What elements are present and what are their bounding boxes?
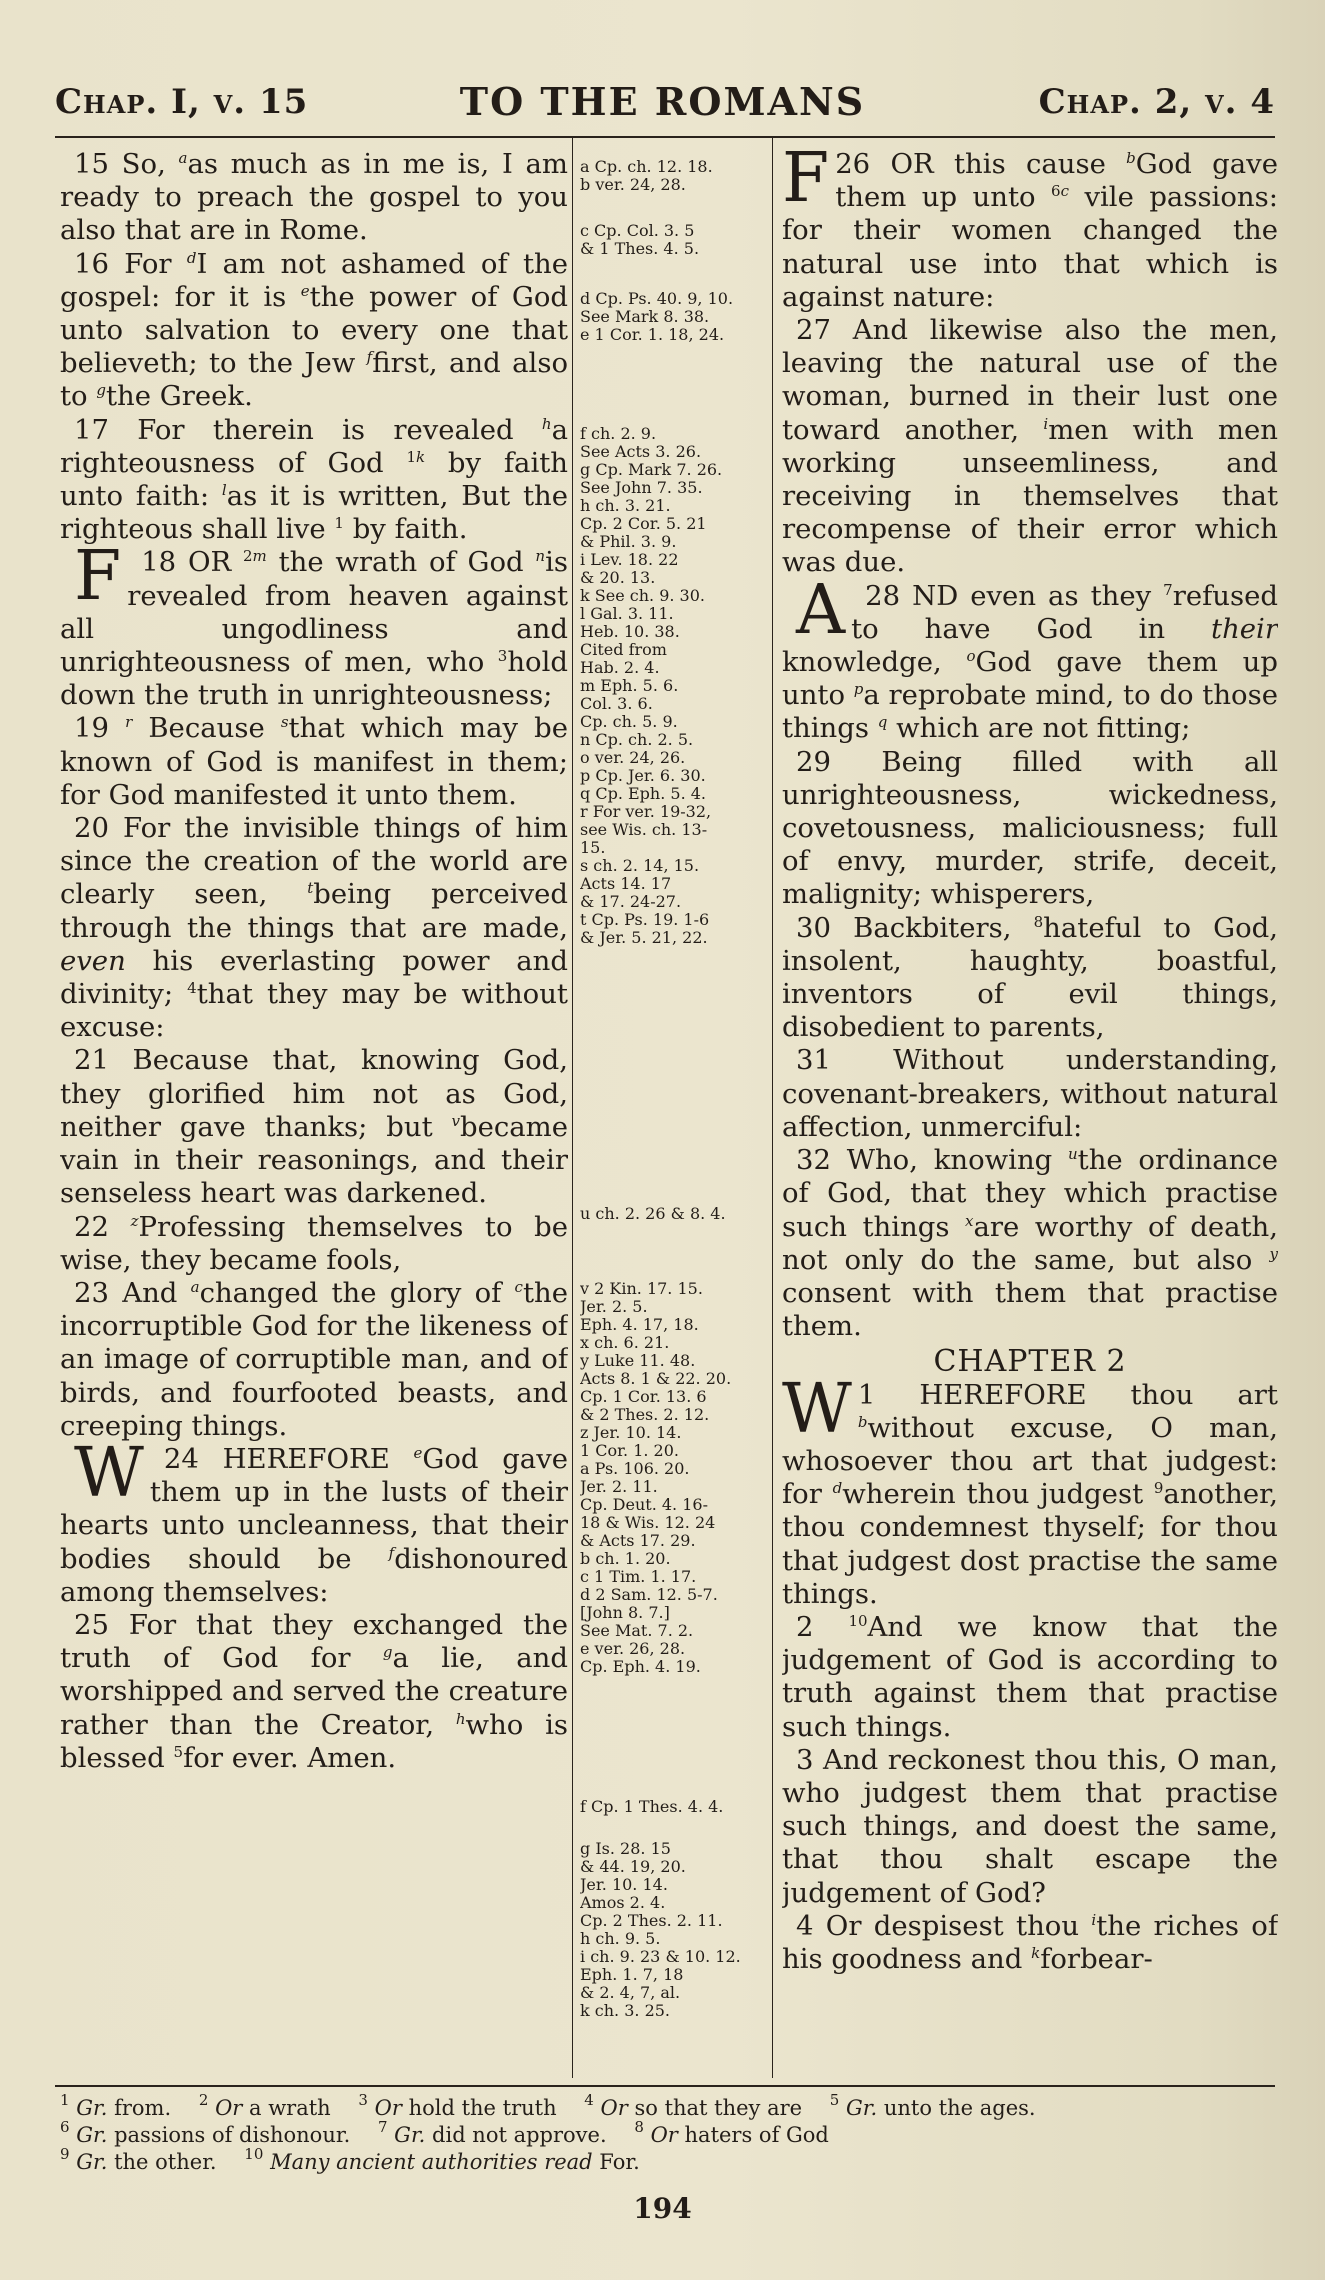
footnote: $^5$ Gr. unto the ages. <box>829 2091 1036 2120</box>
footnote: $^{10}$ Many ancient authorities read For. <box>244 2145 640 2174</box>
verse-1-18: 18 F OR $^{2m}$ the wrath of God $^n$is revealed from heaven against all ungodliness and unrighteousness of men, who $^3$hold down the truth in unrighteousness; <box>60 537 568 712</box>
verse-1-16: 16 For $^d$I am not ashamed of the gospel: for it is $^e$the power of God unto salvation to every one that believeth; to the Jew $^f$first, and also to $^g$the Greek. <box>60 247 568 413</box>
running-head-right: Chap. 2, v. 4 <box>1038 82 1275 122</box>
verse-1-24: 24 W HEREFORE $^e$God gave them up in the lusts of their hearts unto uncleanness, that their bodies should be $^f$dishonoured among themselves: <box>60 1433 568 1608</box>
column-rule-right <box>772 138 773 2078</box>
footnote: $^2$ Or a wrath <box>198 2091 331 2120</box>
footnote: $^9$ Gr. the other. <box>60 2145 217 2174</box>
running-head-title: TO THE ROMANS <box>459 79 866 124</box>
verse-2-3: 3 And reckonest thou this, O man, who judgest them that practise such things, and doest the same, that thou shalt escape the judgement of God? <box>782 1743 1278 1909</box>
ref-group: u ch. 2. 26 & 8. 4. <box>580 1204 726 1223</box>
ref-group: d Cp. Ps. 40. 9, 10. See Mark 8. 38. e 1 Cor. 1. 18, 24. <box>580 289 734 344</box>
ref-group: v 2 Kin. 17. 15. Jer. 2. 5. Eph. 4. 17, 18. x ch. 6. 21. y Luke 11. 48. Acts 8. 1 & 22. 20. Cp. 1 Cor. 13. 6 & 2 Thes. 2. 12. z Jer. 10. 14. 1 Cor. 1. 20. a Ps. 106. 20. Jer. 2. 11. Cp. Deut. 4. 16- 18 & Wis. 12. 24 & Acts 17. 29. b ch. 1. 20. c 1 Tim. 1. 17. d 2 Sam. 12. 5-7. [John 8. 7.] See Mat. 7. 2. e ver. 26, 28. Cp. Eph. 4. 19. <box>580 1279 732 1676</box>
verse-1-19: 19 $^r$ Because $^s$that which may be known of God is manifest in them; for God manifested it unto them. <box>60 712 568 811</box>
marginal-references <box>580 150 770 2080</box>
drop-cap: W <box>74 1433 144 1513</box>
ref-group: f ch. 2. 9. See Acts 3. 26. g Cp. Mark 7. 26. See John 7. 35. h ch. 3. 21. Cp. 2 Cor. 5. 21 & Phil. 3. 9. i Lev. 18. 22 & 20. 13. k See ch. 9. 30. l Gal. 3. 11. Heb. 10. 38. Cited from Hab. 2. 4. m Eph. 5. 6. Col. 3. 6. Cp. ch. 5. 9. n Cp. ch. 2. 5. o ver. 24, 26. p Cp. Jer. 6. 30. q Cp. Eph. 5. 4. r For ver. 19-32, see Wis. ch. 13- 15. s ch. 2. 14, 15. Acts 14. 17 & 17. 24-27. t Cp. Ps. 19. 1-6 & Jer. 5. 21, 22. <box>580 424 723 947</box>
drop-cap: A <box>796 570 846 650</box>
verse-2-4: 4 Or despisest thou $^i$the riches of his goodness and $^k$forbear- <box>782 1909 1278 1975</box>
verse-1-28: 28 A ND even as they $^7$refused to have God in their knowledge, $^o$God gave them up unto $^p$a reprobate mind, to do those things $^q$ which are not fitting; <box>782 570 1278 745</box>
chapter-heading: CHAPTER 2 <box>933 1344 1127 1380</box>
verse-1-15: 15 So, $^a$as much as in me is, I am ready to preach the gospel to you also that are in Rome. <box>60 148 568 247</box>
footnote-rule <box>55 2085 1275 2087</box>
ref-group: f Cp. 1 Thes. 4. 4. <box>580 1797 724 1816</box>
verse-1-25: 25 For that they exchanged the truth of God for $^g$a lie, and worshipped and served the creature rather than the Creator, $^h$who is blessed $^5$for ever. Amen. <box>60 1608 568 1774</box>
verse-1-26: 26 F OR this cause $^b$God gave them up unto $^{6c}$ vile passions: for their women changed the natural use into that which is against nature: <box>782 148 1278 313</box>
footnote: $^8$ Or haters of God <box>634 2118 829 2147</box>
left-text-column <box>60 148 568 2078</box>
ref-group: c Cp. Col. 3. 5 & 1 Thes. 4. 5. <box>580 221 700 258</box>
footnote: $^7$ Gr. did not approve. <box>377 2118 607 2147</box>
drop-cap: F <box>782 148 830 218</box>
ref-group: a Cp. ch. 12. 18. b ver. 24, 28. <box>580 157 713 194</box>
footnote: $^4$ Or so that they are <box>584 2091 803 2120</box>
header-rule <box>55 136 1275 138</box>
verse-1-22: 22 $^z$Professing themselves to be wise, they became fools, <box>60 1210 568 1276</box>
verse-1-20: 20 For the invisible things of him since the creation of the world are clearly seen, $^t$being perceived through the things that are made, even his everlasting power and divinity; $^4$that they may be without excuse: <box>60 812 568 1044</box>
column-rule-left <box>572 138 573 2078</box>
verse-1-23: 23 And $^a$changed the glory of $^c$the incorruptible God for the likeness of an image of corruptible man, and of birds, and fourfooted beasts, and creeping things. <box>60 1276 568 1442</box>
verse-2-1: 1 W HEREFORE thou art $^b$without excuse, O man, whosoever thou art that judgest: for $^d$wherein thou judgest $^9$another, thou condemnest thyself; for thou that judgest dost practise the same things. <box>782 1369 1278 1610</box>
running-head-left: Chap. I, v. 15 <box>55 82 309 122</box>
footnote: $^1$ Gr. from. <box>60 2091 172 2120</box>
footnote: $^3$ Or hold the truth <box>358 2091 557 2120</box>
page-number: 194 <box>633 2192 692 2225</box>
drop-cap: W <box>782 1369 852 1449</box>
verse-1-31: 31 Without understanding, covenant-breakers, without natural affection, unmerciful: <box>782 1044 1278 1143</box>
verse-1-17: 17 For therein is revealed $^h$a righteousness of God $^{1k}$ by faith unto faith: $^l$as it is written, But the righteous shall live $^1$ by faith. <box>60 413 568 546</box>
footnote: $^6$ Gr. passions of dishonour. <box>60 2118 351 2147</box>
verse-2-2: 2 $^{10}$And we know that the judgement of God is according to truth against them that practise such things. <box>782 1610 1278 1743</box>
verse-1-21: 21 Because that, knowing God, they glorified him not as God, neither gave thanks; but $^v$became vain in their reasonings, and their senseless heart was darkened. <box>60 1044 568 1210</box>
ref-group: g Is. 28. 15 & 44. 19, 20. Jer. 10. 14. Amos 2. 4. Cp. 2 Thes. 2. 11. h ch. 9. 5. i ch. 9. 23 & 10. 12. Eph. 1. 7, 18 & 2. 4, 7, al. k ch. 3. 25. <box>580 1839 741 2020</box>
verse-1-27: 27 And likewise also the men, leaving the natural use of the woman, burned in their lust one toward another, $^i$men with men working unseemliness, and receiving in themselves that recompense of their error which was due. <box>782 314 1278 579</box>
verse-1-29: 29 Being filled with all unrighteousness, wickedness, covetousness, maliciousness; full of envy, murder, strife, deceit, malignity; whisperers, <box>782 745 1278 911</box>
drop-cap: F <box>74 537 122 617</box>
verse-1-32: 32 Who, knowing $^u$the ordinance of God, that they which practise such things $^x$are worthy of death, not only do the same, but also $^y$ consent with them that practise them. <box>782 1144 1278 1343</box>
verse-1-30: 30 Backbiters, $^8$hateful to God, insolent, haughty, boastful, inventors of evil things, disobedient to parents, <box>782 911 1278 1044</box>
right-text-column <box>782 148 1278 2078</box>
footnotes <box>60 2091 1275 2176</box>
